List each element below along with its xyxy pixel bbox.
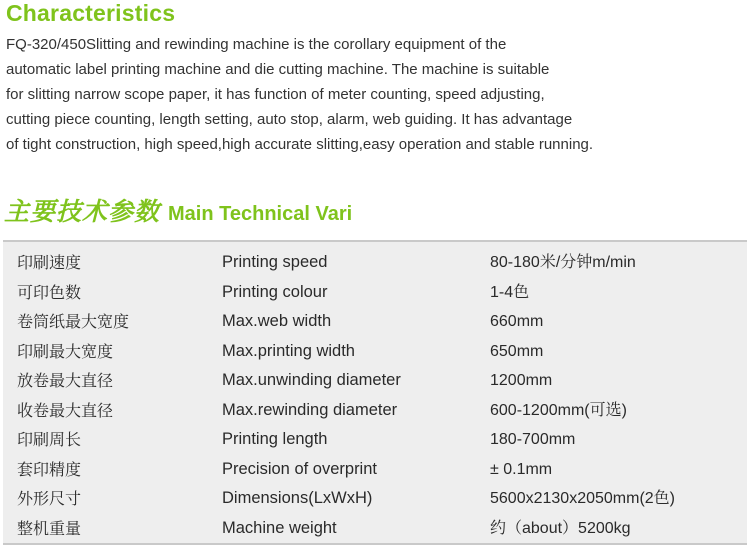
description-line: FQ-320/450Slitting and rewinding machine is the corollary equipment of the: [6, 36, 507, 53]
spec-name-en: Max.printing width: [222, 341, 355, 360]
spec-value: 80-180米/分钟m/min: [490, 254, 636, 271]
spec-name-cn: 印刷周长: [17, 430, 82, 449]
spec-value: 5600x2130x2050mm(2色): [490, 490, 675, 507]
spec-name-en: Max.web width: [222, 312, 332, 330]
spec-value: 1-4色: [490, 283, 530, 301]
spec-name-cn: 套印精度: [17, 459, 82, 479]
characteristics-title: Characteristics: [6, 0, 176, 26]
spec-row: [3, 455, 747, 485]
spec-name-cn: 印刷速度: [17, 253, 82, 272]
spec-value: 660mm: [490, 313, 544, 330]
spec-name-en: Machine weight: [222, 518, 337, 537]
spec-row: [3, 425, 747, 455]
specs-heading: [4, 194, 352, 228]
spec-name-cn: 印刷最大宽度: [17, 341, 114, 361]
spec-name-en: Dimensions(LxWxH): [222, 489, 373, 507]
spec-row: [3, 337, 747, 367]
spec-name-en: Max.rewinding diameter: [222, 400, 398, 419]
spec-name-cn: 整机重量: [17, 518, 82, 538]
spec-name-cn: 可印色数: [17, 282, 82, 302]
spec-name-en: Precision of overprint: [222, 459, 377, 478]
spec-name-en: Max.unwinding diameter: [222, 371, 401, 389]
spec-value: 约（about）5200kg: [490, 519, 631, 537]
spec-name-en: Printing length: [222, 430, 328, 448]
spec-row: [3, 307, 747, 337]
specs-title-en: Main Technical Vari: [168, 203, 353, 225]
spec-row: [3, 484, 747, 514]
spec-row: [3, 278, 747, 308]
spec-value: 600-1200mm(可选): [490, 401, 627, 419]
spec-row: [3, 514, 747, 544]
spec-value: 650mm: [490, 342, 544, 360]
spec-row: [3, 248, 747, 278]
characteristics-description: [6, 32, 746, 157]
description-line: for slitting narrow scope paper, it has function of meter counting, speed adjusting,: [6, 86, 545, 103]
spec-name-cn: 外形尺寸: [17, 489, 82, 508]
specs-title-cn: 主要技术参数: [4, 197, 161, 226]
spec-name-en: Printing colour: [222, 282, 328, 301]
description-line: of tight construction, high speed,high accurate slitting,easy operation and stable running.: [6, 136, 594, 153]
spec-row: [3, 396, 747, 426]
spec-row: [3, 366, 747, 396]
spec-name-en: Printing speed: [222, 253, 328, 271]
spec-name-cn: 卷筒纸最大宽度: [17, 312, 130, 331]
spec-value: ± 0.1mm: [490, 460, 553, 478]
spec-table: [3, 240, 747, 545]
description-line: cutting piece counting, length setting, auto stop, alarm, web guiding. It has advantage: [6, 111, 573, 128]
spec-value: 180-700mm: [490, 431, 576, 448]
spec-name-cn: 收卷最大直径: [17, 400, 114, 420]
spec-value: 1200mm: [490, 372, 553, 389]
spec-name-cn: 放卷最大直径: [17, 371, 114, 390]
description-line: automatic label printing machine and die cutting machine. The machine is suitable: [6, 61, 550, 78]
